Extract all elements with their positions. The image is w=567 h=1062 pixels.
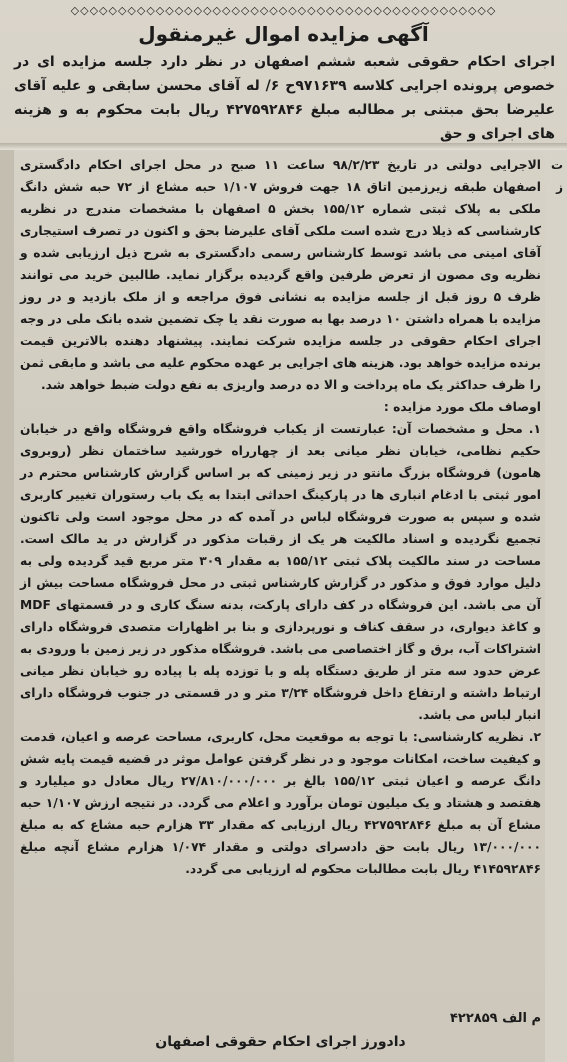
- notice-reference: م الف ۴۲۲۸۵۹: [449, 1011, 541, 1026]
- notice-intro: اجرای احکام حقوقی شعبه ششم اصفهان در نظر دارد جلسه مزایده ای در خصوص پرونده اجرایی کلاسه ۹۷۱۶۳۹ح ۶/ له آقای محسن سابقی و علیه آقای علیرضا بحق مبتنی بر مطالبه مبلغ ۴۲۷۵۹۲۸۴۶ ریال بابت محکوم به و هزینه های اجرای و حق: [14, 54, 555, 142]
- left-margin-strip: [0, 150, 14, 1062]
- property-heading: اوصاف ملک مورد مزایده :: [383, 400, 541, 414]
- edge-char: ز: [556, 180, 563, 194]
- property-location: ۱. محل و مشخصات آن: عبارتست از یکباب فروشگاه واقع فروشگاه واقع در خیابان حکیم نظامی، خیابان نظر میانی بعد از چهارراه خورشید ساختمان نظر (روبروی هامون) فروشگاه بزرگ مانتو در زیر زمینی که بر اساس گزارش کارشناس محترم در امور ثبتی با ادغام انباری ها در پارکینگ احداثی ابتدا به یک باب رستوران تغییر کاربری شده و سپس به صورت فروشگاه لباس در آمده که در محل موجود است ولی تاکنون تجمیع نگردیده و اسناد مالکیت هر یک از رقبات مذکور در گزارش در ید مالک است. مساحت در سند مالکیت پلاک ثبتی ۱۵۵/۱۲ به مقدار ۳۰۹ متر مربع قید گردیده ولی به دلیل موارد فوق و مذکور در گزارش کارشناس ثبتی در محل فروشگاه مساحت بیش از آن می باشد. این فروشگاه در کف دارای پارکت، بدنه سنگ کاری و در قسمتهای MDF و کاغذ دیواری، در سقف کناف و نورپردازی و بنا بر اظهارات متصدی فروشگاه دارای اشتراکات آب، برق و گاز اختصاصی می باشد. فروشگاه مذکور در زیر زمین با ورودی به عرض حدود سه متر از طریق دستگاه پله و با توزده پله با پیاده رو خیابان نظر میانی ارتباط داشته و ارتفاع داخل فروشگاه ۳/۲۴ متر و در قسمتی در جنوب فروشگاه دارای انبار لباس می باشد.: [20, 422, 542, 722]
- notice-title: آگهی مزایده اموال غیرمنقول: [138, 22, 429, 46]
- notice-body: [20, 154, 541, 880]
- signature: دادورز اجرای احکام حقوقی اصفهان: [155, 1034, 406, 1050]
- ornament-border: ◇◇◇◇◇◇◇◇◇◇◇◇◇◇◇◇◇◇◇◇◇◇◇◇◇◇◇◇◇◇◇◇◇◇◇◇◇◇◇◇◇◇◇◇◇: [70, 4, 497, 17]
- expert-opinion: ۲. نظریه کارشناسی: با توجه به موقعیت محل، کاربری، مساحت عرصه و اعیان، قدمت و کیفیت ساخت، امکانات موجود و در نظر گرفتن عوامل موثر در قضیه قیمت پایه شش دانگ عرصه و اعیان ثبتی ۱۵۵/۱۲ بالغ بر ۲۷/۸۱۰/۰۰۰/۰۰۰ ریال معادل دو میلیارد و هفتصد و هشتاد و یک میلیون تومان برآورد و اعلام می گردد. در نتیجه ارزش ۱/۱۰۷ حبه مشاع آن به مبلغ ۴۲۷۵۹۲۸۴۶ ریال ارزیابی که مقدار ۳۳ هزارم حبه مشاع که به مبلغ ۱۳/۰۰۰/۰۰۰ ریال بابت حق دادسرای دولتی و مقدار ۱/۰۷۴ هزارم مشاع آنچه مبلغ ۴۱۴۵۹۲۸۴۶ ریال بابت مطالبات محکوم له ارزیابی می گردد.: [20, 730, 542, 876]
- body-paragraph: الاجرایی دولتی در تاریخ ۹۸/۲/۲۳ ساعت ۱۱ صبح در محل اجرای احکام دادگستری اصفهان طبقه زیرزمین اتاق ۱۸ جهت فروش ۱/۱۰۷ حبه مشاع از ۷۲ حبه شش دانگ ملکی به پلاک ثبتی شماره ۱۵۵/۱۲ بخش ۵ اصفهان با مشخصات مندرج در نظریه کارشناسی که ذیلا درج شده است ملکی آقای علیرضا بحق و اکنون در تصرف استیجاری آقای امینی می باشد توسط کارشناس رسمی دادگستری به شرح ذیل ارزیابی شده و نظریه وی مصون از تعرض طرفین واقع گردیده برگزار نماید. طالبین خرید می توانند ظرف ۵ روز قبل از جلسه مزایده به نشانی فوق مراجعه و از ملک بازدید و در روز مزایده با همراه داشتن ۱۰ درصد بها به صورت نقد یا چک تضمین شده بانک ملی در وجه اجرای احکام حقوقی در جلسه مزایده شرکت نمایند. پیشنهاد دهنده بالاترین قیمت برنده مزایده خواهد بود. هزینه های اجرایی بر عهده محکوم علیه می باشد و مابقی ثمن را ظرف حداکثر یک ماه پرداخت و الا ده درصد واریزی به نفع دولت ضبط خواهد شد.: [20, 158, 542, 392]
- edge-char: ت: [550, 158, 563, 172]
- right-edge-column: [545, 150, 567, 1062]
- paper-fold: [0, 143, 567, 150]
